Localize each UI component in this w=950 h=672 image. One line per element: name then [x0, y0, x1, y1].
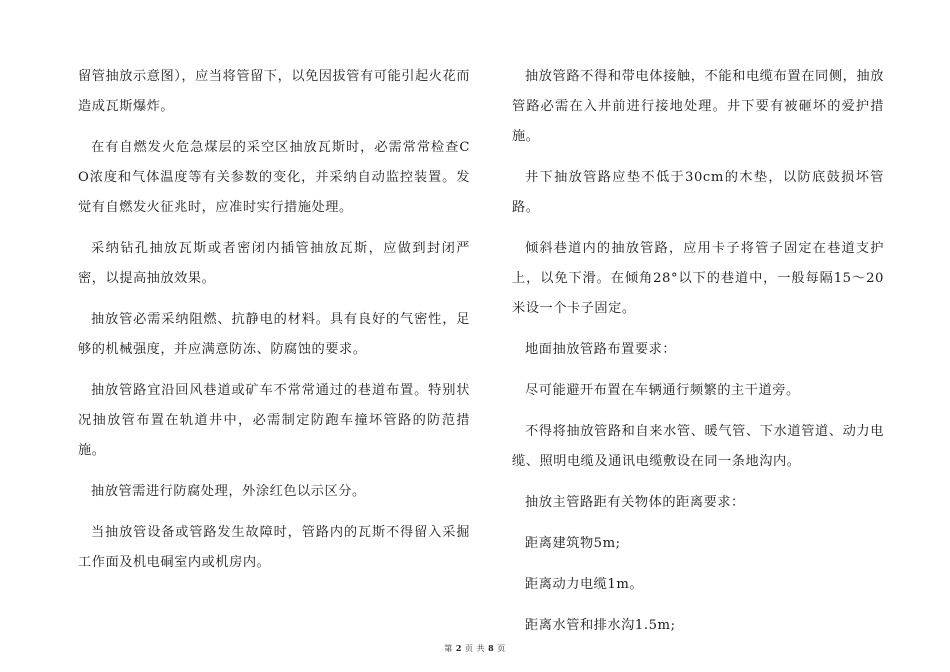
- right-column: [512, 62, 884, 652]
- left-column: [78, 62, 470, 589]
- paragraph-left-3: 采纳钻孔抽放瓦斯或者密闭内插管抽放瓦斯，应做到封闭严密，以提高抽放效果。: [78, 241, 470, 286]
- paragraph-left-4: 抽放管必需采纳阻燃、抗静电的材料。具有良好的气密性，足够的机械强度，并应满意防冻、防腐蚀的要求。: [78, 312, 470, 357]
- footer-total-pages: 8: [488, 643, 495, 653]
- footer-middle: 页 共: [464, 644, 486, 653]
- paragraph-right-7: 抽放主管路距有关物体的距离要求：: [525, 495, 745, 510]
- paragraph-left-7: 当抽放管设备或管路发生故障时，管路内的瓦斯不得留入采掘工作面及机电硐室内或机房内。: [78, 525, 470, 570]
- paragraph-right-6: 不得将抽放管路和自来水管、暖气管、下水道管道、动力电缆、照明电缆及通讯电缆敷设在同一条地沟内。: [512, 424, 884, 469]
- paragraph-right-5: 尽可能避开布置在车辆通行频繁的主干道旁。: [525, 383, 800, 398]
- paragraph-right-4: 地面抽放管路布置要求：: [525, 342, 677, 357]
- footer-prefix: 第: [444, 644, 453, 653]
- footer-suffix: 页: [497, 644, 506, 653]
- paragraph-left-1: 留管抽放示意图），应当将管留下，以免因拔管有可能引起火花而造成瓦斯爆炸。: [78, 69, 470, 114]
- paragraph-right-9: 距离动力电缆1m。: [525, 577, 644, 592]
- paragraph-left-2: 在有自燃发火危急煤层的采空区抽放瓦斯时，必需常常检查CO浓度和气体温度等有关参数的变化，并采纳自动监控装置。发觉有自燃发火征兆时，应准时实行措施处理。: [78, 140, 470, 215]
- paragraph-right-10: 距离水管和排水沟1.5m;: [525, 618, 676, 633]
- paragraph-left-6: 抽放管需进行防腐处理，外涂红色以示区分。: [91, 484, 366, 499]
- paragraph-right-8: 距离建筑物5m;: [525, 536, 621, 551]
- paragraph-right-3: 倾斜巷道内的抽放管路，应用卡子将管子固定在巷道支护上，以免下滑。在倾角28°以下的巷道中，一般每隔15～20米设一个卡子固定。: [512, 241, 884, 316]
- footer-current-page: 2: [455, 643, 462, 653]
- paragraph-right-1: 抽放管路不得和带电体接触，不能和电缆布置在同侧，抽放管路必需在入井前进行接地处理。井下要有被砸坏的爱护措施。: [512, 69, 884, 144]
- paragraph-right-2: 井下抽放管路应垫不低于30cm的木垫，以防底鼓损坏管路。: [512, 170, 884, 215]
- paragraph-left-5: 抽放管路宜沿回风巷道或矿车不常常通过的巷道布置。特别状况抽放管布置在轨道井中，必需制定防跑车撞坏管路的防范措施。: [78, 383, 470, 458]
- page-footer: [0, 643, 950, 654]
